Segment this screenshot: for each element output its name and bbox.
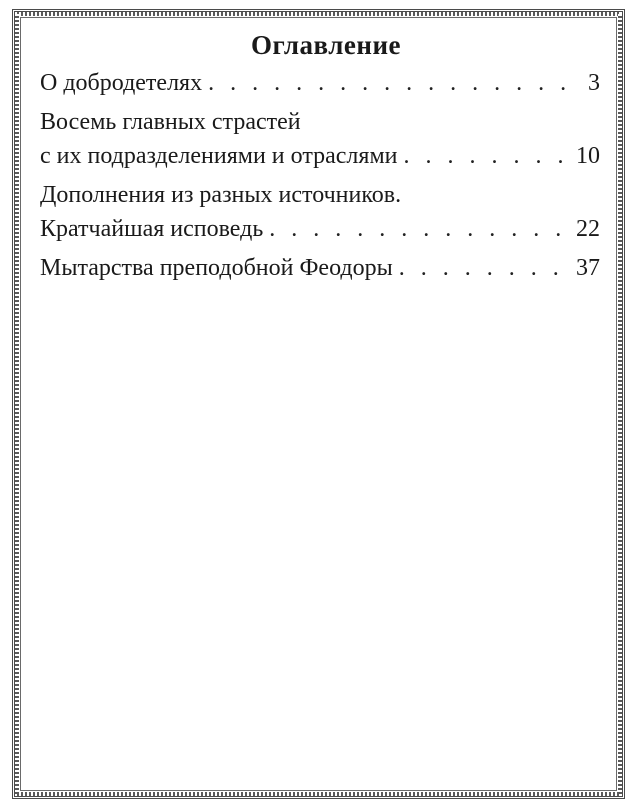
toc-line: [40, 139, 600, 173]
toc-page-number: 22: [576, 216, 600, 242]
toc-entry-title: О добродетелях: [40, 70, 203, 96]
dot-leader: [399, 251, 570, 285]
toc-line: [40, 105, 600, 139]
table-of-contents: [40, 28, 600, 290]
border-ornament-right: [618, 14, 622, 794]
border-ornament-bottom: [17, 792, 620, 796]
toc-entry-title-line: Дополнения из разных источников.: [40, 182, 402, 208]
toc-entry-title: с их подразделениями и отраслями: [40, 143, 398, 169]
toc-entry-title: Мытарства преподобной Феодоры: [40, 255, 393, 281]
toc-page-number: 3: [588, 70, 600, 96]
dot-leader: [208, 66, 582, 100]
page-title: Оглавление: [251, 30, 401, 60]
toc-line: [40, 251, 600, 285]
toc-entry-virtues[interactable]: [40, 66, 600, 100]
toc-entry-title: Кратчайшая исповедь: [40, 216, 264, 242]
dot-leader: [403, 139, 570, 173]
toc-page-number: 10: [576, 143, 600, 169]
toc-entry-eight-passions[interactable]: [40, 105, 600, 173]
toc-entry-ordeals[interactable]: [40, 251, 600, 285]
border-ornament-top: [17, 12, 620, 16]
toc-line: [40, 178, 600, 212]
toc-entry-additions[interactable]: [40, 178, 600, 246]
toc-entry-title-line: Восемь главных страстей: [40, 109, 301, 135]
border-ornament-left: [15, 14, 19, 794]
toc-page-number: 37: [576, 255, 600, 281]
toc-line: [40, 66, 600, 100]
toc-line: [40, 212, 600, 246]
dot-leader: [269, 212, 570, 246]
